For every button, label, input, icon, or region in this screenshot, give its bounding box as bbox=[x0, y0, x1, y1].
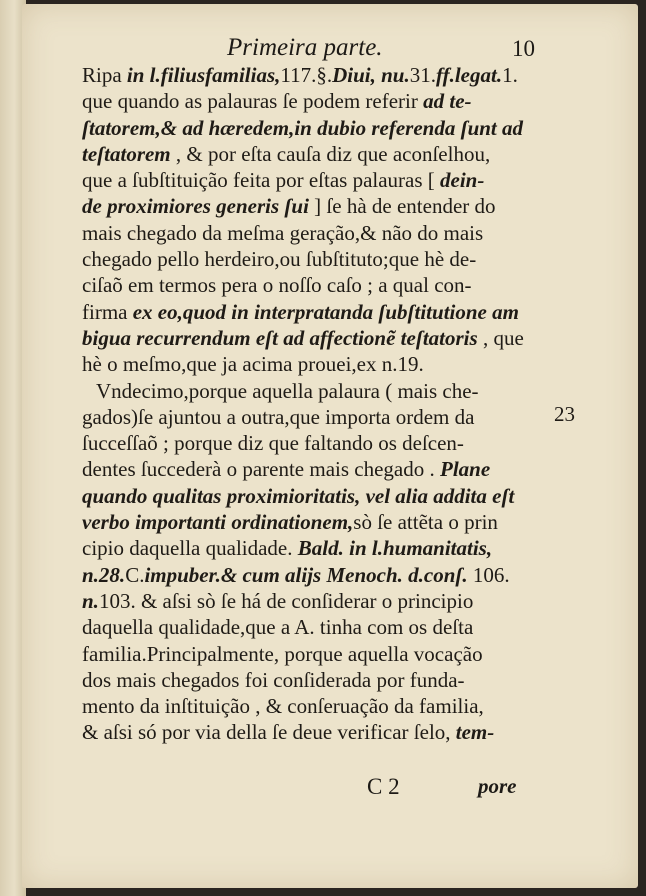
text-segment: 106. bbox=[467, 562, 510, 587]
text-line bbox=[82, 667, 582, 693]
text-segment: mento da inſtituição , & conſeruação da familia, bbox=[82, 694, 484, 719]
text-line bbox=[82, 351, 582, 377]
text-line bbox=[82, 167, 582, 193]
text-line bbox=[82, 378, 582, 404]
text-line bbox=[82, 535, 582, 561]
text-line bbox=[82, 430, 582, 456]
italic-segment: tem- bbox=[455, 720, 495, 745]
italic-segment: teſtatorem bbox=[82, 141, 171, 166]
text-line bbox=[82, 404, 582, 430]
signature-mark: C 2 bbox=[367, 774, 400, 799]
italic-segment: Bald. in l.humanitatis, bbox=[297, 536, 493, 561]
text-line bbox=[82, 456, 582, 482]
italic-segment: bigua recurrendum eſt ad affectionẽ teſtatoris bbox=[82, 325, 478, 350]
text-segment: firma bbox=[82, 299, 133, 324]
text-segment: sò ſe attẽta o prin bbox=[353, 510, 498, 535]
text-segment: 117.§. bbox=[280, 63, 333, 87]
italic-segment: Plane bbox=[440, 457, 491, 482]
text-segment: cipio daquella qualidade. bbox=[82, 536, 298, 561]
catchword: pore bbox=[478, 774, 517, 798]
text-line bbox=[82, 588, 582, 614]
italic-segment: dein- bbox=[440, 168, 485, 193]
text-segment: familia.Principalmente, porque aquella vocação bbox=[82, 641, 483, 666]
text-line bbox=[82, 483, 582, 509]
margin-note: 23 bbox=[554, 402, 575, 426]
text-segment: daquella qualidade,que a A. tinha com os deſta bbox=[82, 615, 474, 640]
text-line bbox=[82, 220, 582, 246]
text-line bbox=[82, 562, 582, 588]
text-segment: Ripa bbox=[82, 63, 127, 87]
text-line bbox=[82, 88, 582, 114]
text-line bbox=[82, 115, 582, 141]
text-segment: 1. bbox=[502, 63, 518, 87]
book-page bbox=[22, 4, 638, 888]
italic-segment: verbo importanti ordinationem, bbox=[82, 510, 354, 535]
italic-segment: ff.legat. bbox=[435, 63, 503, 87]
italic-segment: ex eo,quod in interpratanda ſubſtitutione am bbox=[132, 299, 519, 324]
italic-segment: quando qualitas proximioritatis, vel alia addita eſt bbox=[82, 483, 515, 508]
italic-segment: de proximiores generis ſui bbox=[82, 194, 309, 219]
text-segment: & aſsi só por via della ſe deue verificar ſelo, bbox=[82, 720, 456, 745]
text-line bbox=[82, 641, 582, 667]
text-line bbox=[82, 509, 582, 535]
text-segment: que quando as palauras ſe podem referir bbox=[82, 89, 424, 114]
text-segment: ſucceſſaõ ; porque diz que faltando os deſcen- bbox=[82, 431, 464, 456]
text-segment: , que bbox=[477, 325, 524, 350]
text-line bbox=[82, 614, 582, 640]
italic-segment: n. bbox=[82, 588, 99, 613]
italic-segment: in l.filiusfamilias, bbox=[126, 63, 281, 87]
text-line bbox=[82, 693, 582, 719]
text-line bbox=[82, 719, 582, 745]
text-segment: gados)ſe ajuntou a outra,que importa ordem da bbox=[82, 404, 475, 429]
text-line bbox=[82, 246, 582, 272]
text-segment: mais chegado da meſma geração,& não do mais bbox=[82, 220, 484, 245]
text-line bbox=[82, 272, 582, 298]
text-line bbox=[82, 193, 582, 219]
body-text bbox=[82, 62, 582, 746]
text-segment: 31. bbox=[409, 63, 436, 87]
text-segment: ] ſe hà de entender do bbox=[308, 194, 496, 219]
text-segment: chegado pello herdeiro,ou ſubſtituto;que hè de- bbox=[82, 247, 477, 272]
italic-segment: impuber.& cum alijs Menoch. d.conſ. bbox=[144, 562, 468, 587]
text-segment: dentes ſuccederà o parente mais chegado . bbox=[82, 457, 440, 482]
text-segment: Vndecimo,porque aquella palaura ( mais che- bbox=[96, 378, 479, 403]
text-line bbox=[82, 141, 582, 167]
page-number: 10 bbox=[512, 36, 535, 61]
text-line bbox=[82, 299, 582, 325]
italic-segment: n.28. bbox=[82, 562, 126, 587]
text-segment: que a ſubſtituição feita por eſtas palauras [ bbox=[82, 168, 441, 193]
text-segment: C. bbox=[125, 562, 145, 587]
text-segment: ciſaõ em termos pera o noſſo caſo ; a qual con- bbox=[82, 273, 472, 298]
text-segment: hè o meſmo,que ja acima prouei,ex n.19. bbox=[82, 352, 424, 377]
text-segment: 103. & aſsi sò ſe há de conſiderar o principio bbox=[98, 588, 474, 613]
page-header bbox=[22, 34, 638, 64]
page-footer bbox=[22, 774, 638, 804]
text-line bbox=[82, 62, 582, 88]
italic-segment: Diui, nu. bbox=[332, 63, 410, 87]
italic-segment: ſtatorem,& ad hæredem,in dubio referenda ſunt ad bbox=[82, 115, 524, 140]
text-line bbox=[82, 325, 582, 351]
italic-segment: ad te- bbox=[423, 89, 472, 114]
text-segment: , & por eſta cauſa diz que aconſelhou, bbox=[170, 141, 491, 166]
text-segment: dos mais chegados foi conſiderada por funda- bbox=[82, 667, 465, 692]
running-title: Primeira parte. bbox=[227, 34, 383, 61]
